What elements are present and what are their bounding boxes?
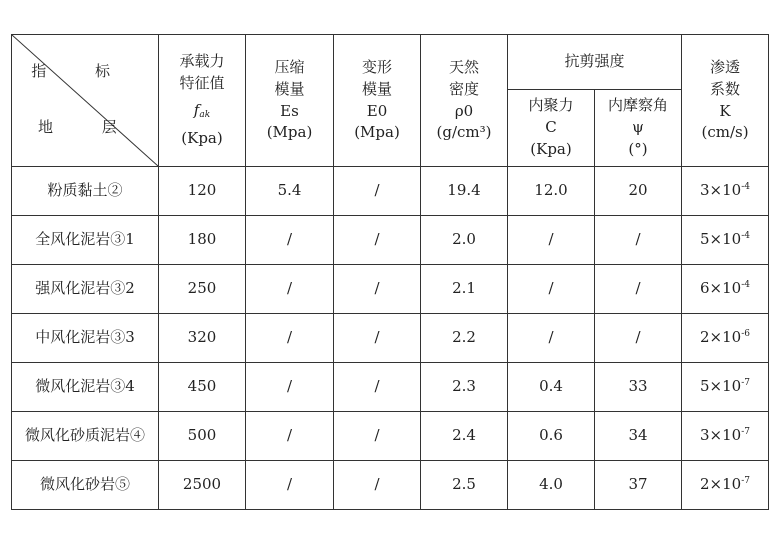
- cell-stratum-name: 粉质黏土②: [12, 167, 159, 216]
- cell-permeability: [682, 461, 769, 510]
- table-row: [12, 461, 769, 510]
- cell-bearing-capacity: 320: [159, 314, 246, 363]
- corner-header-cell: [12, 35, 159, 167]
- cell-friction-angle: 34: [595, 412, 682, 461]
- table-row: [12, 412, 769, 461]
- cell-stratum-name: 微风化泥岩③4: [12, 363, 159, 412]
- cell-stratum-name: 全风化泥岩③1: [12, 216, 159, 265]
- cell-bearing-capacity: 180: [159, 216, 246, 265]
- permeability-base: 3×10: [700, 426, 742, 445]
- cell-cohesion: 0.6: [508, 412, 595, 461]
- permeability-base: 2×10: [700, 328, 742, 347]
- header-natural-density: 天然 密度 ρ0 (g/cm³): [421, 35, 508, 167]
- header-cohesion: 内聚力 C (Kpa): [508, 90, 595, 167]
- cell-friction-angle: /: [595, 265, 682, 314]
- cell-friction-angle: 37: [595, 461, 682, 510]
- permeability-base: 6×10: [700, 279, 742, 298]
- cell-permeability: [682, 363, 769, 412]
- cell-deformation-modulus: /: [334, 314, 421, 363]
- table-row: [12, 314, 769, 363]
- header-bearing-capacity: 承载力 特征值 $f_{ak}$ (Kpa): [159, 35, 246, 167]
- permeability-exponent: -4: [741, 182, 750, 193]
- cell-friction-angle: 20: [595, 167, 682, 216]
- cell-deformation-modulus: /: [334, 265, 421, 314]
- permeability-base: 5×10: [700, 230, 742, 249]
- cell-compression-modulus: /: [246, 314, 334, 363]
- cell-bearing-capacity: 120: [159, 167, 246, 216]
- corner-label-stratum: 地 层: [38, 118, 139, 136]
- corner-label-indicator: 指 标: [31, 62, 132, 80]
- cell-natural-density: 2.1: [421, 265, 508, 314]
- cell-bearing-capacity: 2500: [159, 461, 246, 510]
- cell-cohesion: 0.4: [508, 363, 595, 412]
- permeability-base: 3×10: [700, 181, 742, 200]
- cell-compression-modulus: /: [246, 216, 334, 265]
- cell-cohesion: 4.0: [508, 461, 595, 510]
- permeability-exponent: -4: [741, 231, 750, 242]
- cell-friction-angle: /: [595, 314, 682, 363]
- header-permeability: 渗透 系数 K (cm/s): [682, 35, 769, 167]
- cell-deformation-modulus: /: [334, 167, 421, 216]
- cell-stratum-name: 微风化砂岩⑤: [12, 461, 159, 510]
- cell-permeability: [682, 216, 769, 265]
- cell-friction-angle: /: [595, 216, 682, 265]
- cell-natural-density: 2.2: [421, 314, 508, 363]
- soil-parameter-table: [11, 34, 769, 510]
- cell-deformation-modulus: /: [334, 363, 421, 412]
- cell-deformation-modulus: /: [334, 412, 421, 461]
- cell-permeability: [682, 412, 769, 461]
- header-compression-modulus: 压缩 模量 Es (Mpa): [246, 35, 334, 167]
- cell-compression-modulus: /: [246, 461, 334, 510]
- cell-bearing-capacity: 250: [159, 265, 246, 314]
- cell-natural-density: 2.3: [421, 363, 508, 412]
- cell-natural-density: 19.4: [421, 167, 508, 216]
- cell-stratum-name: 强风化泥岩③2: [12, 265, 159, 314]
- header-shear-strength: 抗剪强度: [508, 35, 682, 90]
- cell-compression-modulus: /: [246, 412, 334, 461]
- cell-deformation-modulus: /: [334, 461, 421, 510]
- permeability-exponent: -6: [741, 329, 750, 340]
- cell-natural-density: 2.0: [421, 216, 508, 265]
- table-row: [12, 167, 769, 216]
- cell-compression-modulus: 5.4: [246, 167, 334, 216]
- cell-stratum-name: 中风化泥岩③3: [12, 314, 159, 363]
- permeability-base: 2×10: [700, 475, 742, 494]
- permeability-exponent: -7: [741, 378, 750, 389]
- header-friction-angle: 内摩察角 ψ (°): [595, 90, 682, 167]
- cell-cohesion: /: [508, 265, 595, 314]
- cell-permeability: [682, 265, 769, 314]
- permeability-exponent: -7: [741, 427, 750, 438]
- cell-compression-modulus: /: [246, 363, 334, 412]
- cell-permeability: [682, 314, 769, 363]
- table-row: [12, 216, 769, 265]
- cell-natural-density: 2.5: [421, 461, 508, 510]
- cell-stratum-name: 微风化砂质泥岩④: [12, 412, 159, 461]
- cell-cohesion: 12.0: [508, 167, 595, 216]
- cell-bearing-capacity: 450: [159, 363, 246, 412]
- cell-permeability: [682, 167, 769, 216]
- table-row: [12, 265, 769, 314]
- cell-cohesion: /: [508, 314, 595, 363]
- cell-friction-angle: 33: [595, 363, 682, 412]
- cell-deformation-modulus: /: [334, 216, 421, 265]
- cell-compression-modulus: /: [246, 265, 334, 314]
- cell-natural-density: 2.4: [421, 412, 508, 461]
- cell-bearing-capacity: 500: [159, 412, 246, 461]
- permeability-exponent: -4: [741, 280, 750, 291]
- permeability-base: 5×10: [700, 377, 742, 396]
- header-deformation-modulus: 变形 模量 E0 (Mpa): [334, 35, 421, 167]
- table-row: [12, 363, 769, 412]
- diagonal-divider: [12, 35, 158, 166]
- permeability-exponent: -7: [741, 476, 750, 487]
- cell-cohesion: /: [508, 216, 595, 265]
